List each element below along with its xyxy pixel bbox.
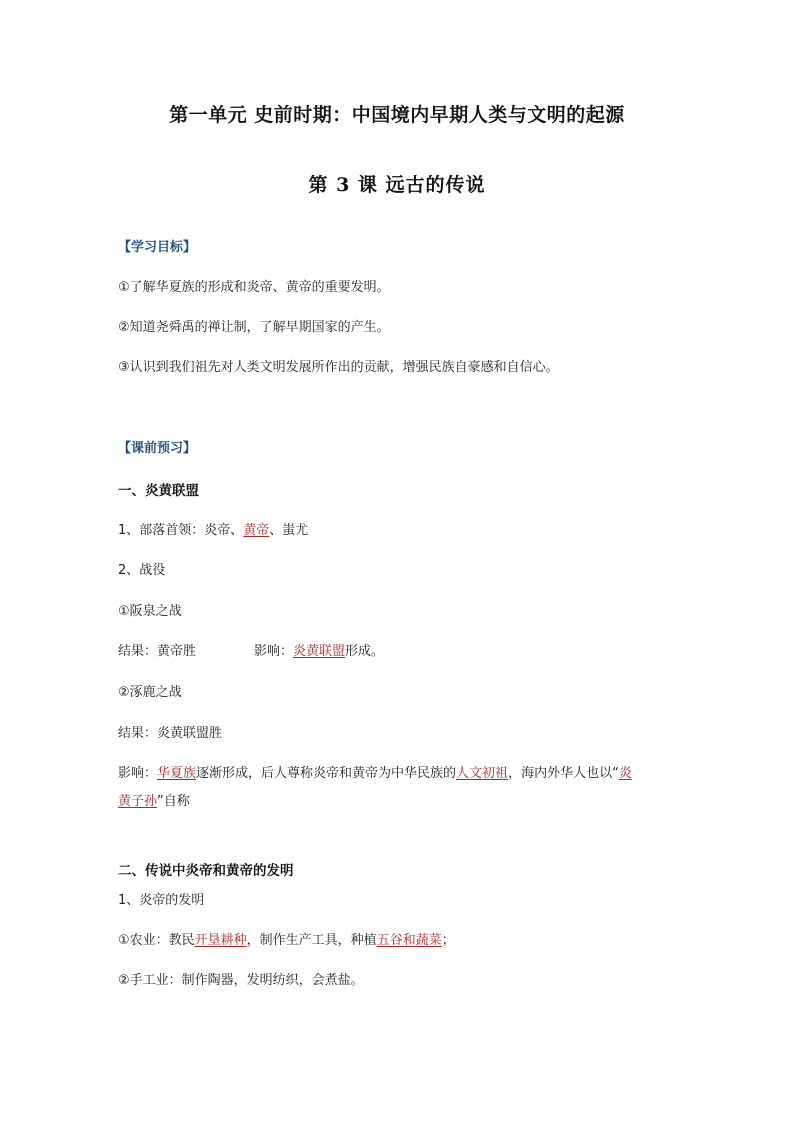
goal-item: ②知道尧舜禹的禅让制，了解早期国家的产生。 (118, 320, 390, 335)
text: ，海内外华人也以“ (508, 766, 619, 781)
battles-label: 2、战役 (118, 563, 166, 578)
text: 、蚩尤 (269, 523, 309, 538)
battle1-result-line (118, 640, 384, 659)
answer-blank: 华夏族 (157, 766, 197, 781)
battle-result: 结果：黄帝胜 (118, 644, 197, 659)
answer-blank: 五谷和蔬菜 (376, 933, 442, 948)
text: ”自称 (157, 794, 190, 809)
learning-goals-tag: 【学习目标】 (118, 240, 197, 255)
text: ； (441, 933, 455, 948)
text: ①农业：教民 (118, 933, 195, 948)
text: 影响： (118, 766, 158, 781)
handicraft-line: ②手工业：制作陶器，发明纺织，会煮盐。 (118, 973, 364, 988)
section-heading-yanhuang: 一、炎黄联盟 (118, 483, 199, 499)
battle2-effect-line-cont (118, 790, 190, 809)
section-heading-inventions: 二、传说中炎帝和黄帝的发明 (118, 863, 294, 879)
unit-title: 第一单元 史前时期：中国境内早期人类与文明的起源 (169, 104, 625, 126)
answer-blank: 开垦耕种 (194, 933, 247, 948)
goal-item: ①了解华夏族的形成和炎帝、黄帝的重要发明。 (118, 280, 390, 295)
lesson-title: 第 3 课 远古的传说 (308, 174, 486, 196)
text: ，制作生产工具，种植 (246, 933, 377, 948)
tribal-leaders-line (118, 519, 308, 538)
battle-result: 结果：炎黄联盟胜 (118, 726, 223, 741)
sub-heading: 1、炎帝的发明 (118, 893, 205, 908)
goal-item: ③认识到我们祖先对人类文明发展所作出的贡献，增强民族自豪感和自信心。 (118, 360, 559, 375)
answer-blank: 炎黄联盟 (293, 644, 346, 659)
text: 形成。 (345, 644, 385, 659)
text: 逐渐形成，后人尊称炎帝和黄帝为中华民族的 (196, 766, 457, 781)
answer-blank: 黄子孙 (118, 794, 158, 809)
answer-blank: 炎 (618, 766, 632, 781)
agriculture-line (118, 929, 455, 948)
text: 1、部落首领：炎帝、 (118, 523, 244, 538)
answer-blank: 人文初祖 (456, 766, 509, 781)
battle-name: ①阪泉之战 (118, 604, 182, 619)
preview-tag: 【课前预习】 (118, 441, 197, 456)
answer-blank: 黄帝 (243, 523, 270, 538)
battle2-effect-line (118, 762, 632, 781)
text: 影响： (254, 644, 294, 659)
battle-name: ②涿鹿之战 (118, 685, 182, 700)
